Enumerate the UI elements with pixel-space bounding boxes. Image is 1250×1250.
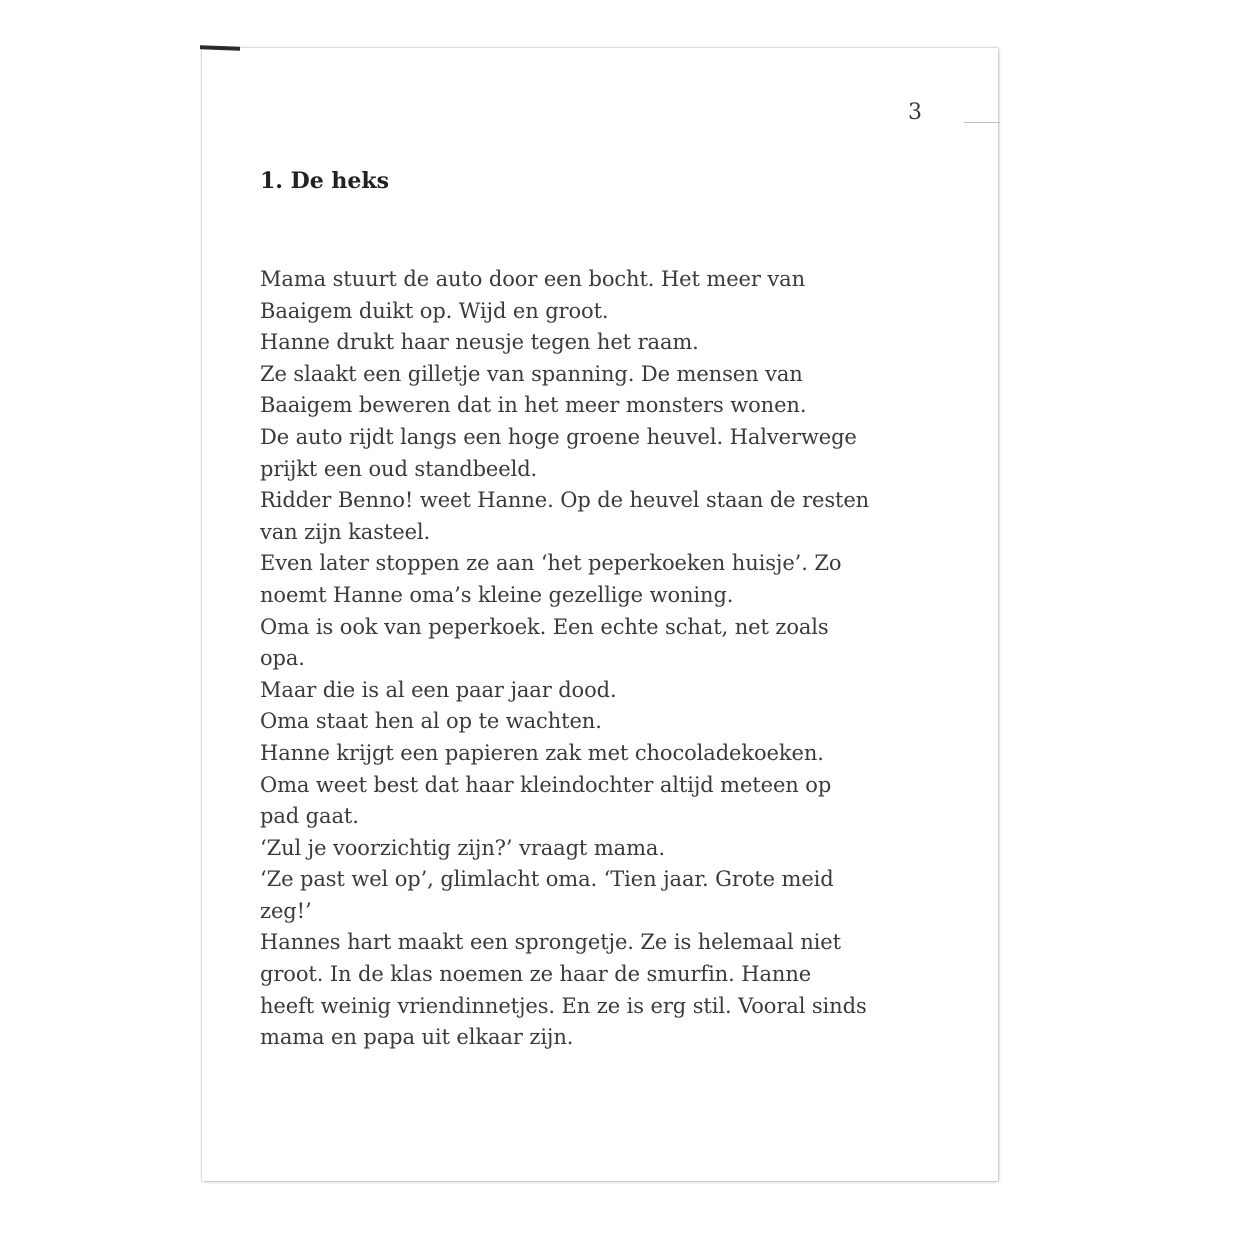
text-line: Ze slaakt een gilletje van spanning. De mensen van: [260, 361, 803, 386]
text-line: Hanne krijgt een papieren zak met chocoladekoeken.: [260, 740, 824, 765]
text-line: prijkt een oud standbeeld.: [260, 456, 538, 481]
text-line: Hanne drukt haar neusje tegen het raam.: [260, 330, 699, 355]
text-line: De auto rijdt langs een hoge groene heuvel. Halverwege: [260, 424, 857, 449]
text-line: van zijn kasteel.: [260, 519, 431, 544]
text-line: Oma weet best dat haar kleindochter altijd meteen op: [260, 772, 832, 797]
chapter-title: 1. De heks: [260, 168, 389, 194]
text-line: zeg!’: [260, 898, 312, 923]
text-line: Baaigem duikt op. Wijd en groot.: [260, 298, 609, 323]
text-line: mama en papa uit elkaar zijn.: [260, 1025, 574, 1050]
text-line: heeft weinig vriendinnetjes. En ze is erg stil. Vooral sinds: [260, 993, 867, 1018]
text-line: Baaigem beweren dat in het meer monsters wonen.: [260, 393, 807, 418]
text-line: Oma staat hen al op te wachten.: [260, 709, 602, 734]
book-page: [202, 48, 998, 1181]
text-line: groot. In de klas noemen ze haar de smurfin. Hanne: [260, 962, 812, 987]
text-line: Even later stoppen ze aan ‘het peperkoeken huisje’. Zo: [260, 551, 842, 576]
page-number: 3: [908, 100, 922, 125]
body-text: [260, 264, 940, 1054]
page-corner-mark: [200, 45, 240, 50]
text-line: ‘Zul je voorzichtig zijn?’ vraagt mama.: [260, 835, 665, 860]
text-line: Maar die is al een paar jaar dood.: [260, 677, 617, 702]
text-line: Ridder Benno! weet Hanne. Op de heuvel staan de resten: [260, 488, 870, 513]
text-line: Hannes hart maakt een sprongetje. Ze is helemaal niet: [260, 930, 841, 955]
text-line: Oma is ook van peperkoek. Een echte schat, net zoals: [260, 614, 829, 639]
text-line: ‘Ze past wel op’, glimlacht oma. ‘Tien jaar. Grote meid: [260, 867, 834, 892]
text-line: pad gaat.: [260, 804, 359, 829]
text-line: Mama stuurt de auto door een bocht. Het meer van: [260, 267, 806, 291]
page-edge-line: [964, 122, 1000, 123]
text-line: opa.: [260, 646, 305, 671]
text-line: noemt Hanne oma’s kleine gezellige woning.: [260, 582, 734, 607]
